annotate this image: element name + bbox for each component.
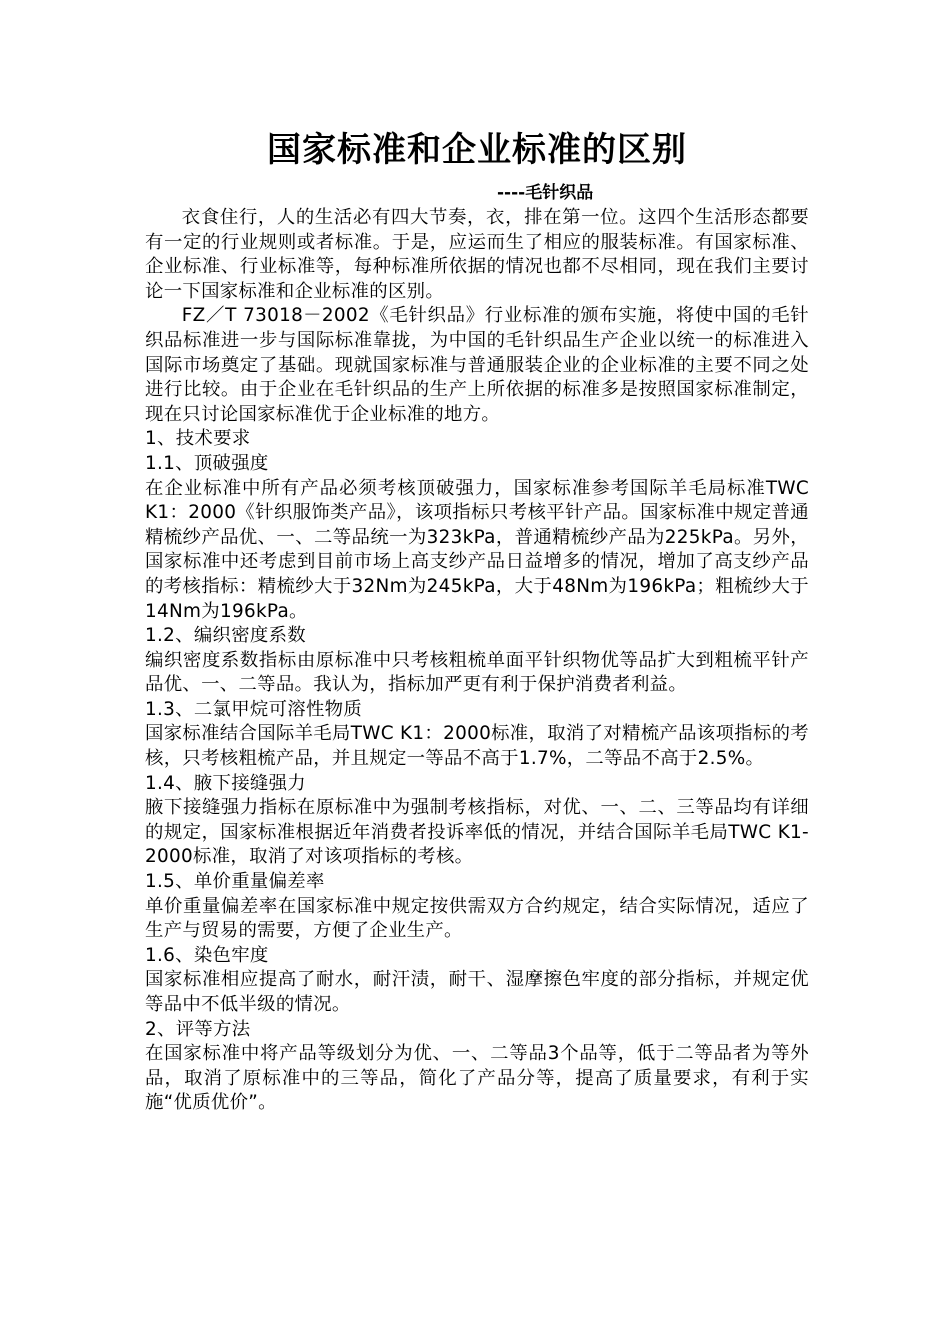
section-heading: 2、评等方法: [145, 1018, 251, 1040]
subsection-heading: 1.5、单价重量偏差率: [145, 871, 325, 893]
section-text: 在国家标准中将产品等级划分为优、一、二等品3个品等，低于二等品者为等外品，取消了原标准中的三等品，简化了产品分等，提高了质量要求，有利于实施“优质优价”。: [145, 1043, 809, 1114]
page-subtitle: ----毛针织品: [497, 183, 594, 203]
subsection-text: 在企业标准中所有产品必须考核顶破强力，国家标准参考国际羊毛局标准TWC K1：2000《针织服饰类产品》，该项指标只考核平针产品。国家标准中规定普通精梳纱产品优、一、二等品统一为323kPa，普通精梳纱产品为225kPa。另外，国家标准中还考虑到目前市场上高支纱产品日益增多的情况，增加了高支纱产品的考核指标：精梳纱大于32Nm为245kPa，大于48Nm为196kPa；粗梳纱大于14Nm为196kPa。: [145, 477, 809, 622]
subsection-text: 国家标准相应提高了耐水，耐汗渍，耐干、湿摩擦色牢度的部分指标，并规定优等品中不低半级的情况。: [145, 969, 809, 1015]
subsection-text: 单价重量偏差率在国家标准中规定按供需双方合约规定，结合实际情况，适应了生产与贸易的需要，方便了企业生产。: [145, 895, 809, 942]
subsection-text: 腋下接缝强力指标在原标准中为强制考核指标，对优、一、二、三等品均有详细的规定，国家标准根据近年消费者投诉率低的情况，并结合国际羊毛局TWC K1-2000标准，取消了对该项指标的考核。: [145, 797, 809, 868]
subsection-text: 国家标准结合国际羊毛局TWC K1：2000标准，取消了对精梳产品该项指标的考核，只考核粗梳产品，并且规定一等品不高于1.7%，二等品不高于2.5%。: [145, 723, 809, 770]
intro-paragraph: FZ／T 73018－2002《毛针织品》行业标准的颁布实施，将使中国的毛针织品标准进一步与国际标准靠拢，为中国的毛针织品生产企业以统一的标准进入国际市场奠定了基础。现就国家标准与普通服装企业的企业标准的主要不同之处进行比较。由于企业在毛针织品的生产上所依据的标准多是按照国家标准制定，现在只讨论国家标准优于企业标准的地方。: [145, 305, 809, 425]
subsection-heading: 1.6、染色牢度: [145, 944, 269, 966]
intro-paragraph: 衣食住行，人的生活必有四大节奏，衣，排在第一位。这四个生活形态都要有一定的行业规则或者标准。于是，应运而生了相应的服装标准。有国家标准、企业标准、行业标准等，每种标准所依据的情况也都不尽相同，现在我们主要讨论一下国家标准和企业标准的区别。: [145, 207, 809, 302]
subsection-heading: 1.1、顶破强度: [145, 452, 269, 474]
subsection-heading: 1.4、腋下接缝强力: [145, 772, 306, 794]
section-heading: 1、技术要求: [145, 428, 251, 450]
document-page: [145, 128, 809, 1116]
subsection-heading: 1.3、二氯甲烷可溶性物质: [145, 698, 363, 720]
page-title: 国家标准和企业标准的区别: [267, 130, 687, 170]
subsection-heading: 1.2、编织密度系数: [145, 625, 306, 647]
subsection-text: 编织密度系数指标由原标准中只考核粗梳单面平针织物优等品扩大到粗梳平针产品优、一、二等品。我认为，指标加严更有利于保护消费者利益。: [145, 649, 809, 696]
